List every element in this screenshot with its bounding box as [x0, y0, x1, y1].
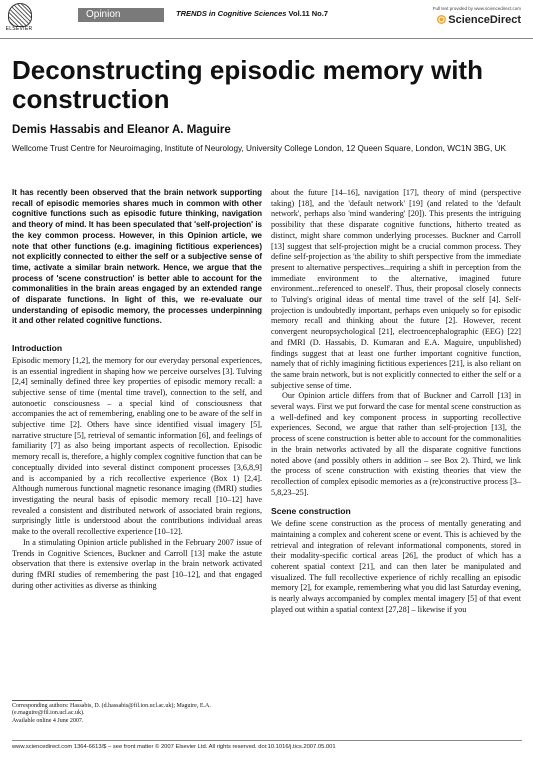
intro-paragraph-1: Episodic memory [1,2], the memory for our everyday personal experiences, is an essential ingredient in shaping how we perceive ourselves [3]. Tulving [2,4] seminally defined three key properties of episodic memory recall: a subjective sense of time (mental time travel), connection to the self, and autonoetic consciousness – a special kind of consciousness that accompanies the act of remembering, enabling one to be aware of the self in subjective time [2]. Others have since identified visual imagery [5], narrative structure [5], retrieval of semantic information [6], and feelings of familiarity [7] as also being important aspects of recollection. Episodic memory recall is, therefore, a highly complex cognitive function that can be conceptually divided into several distinct component processes [3,6,8,9] and is accompanied by a rich recollective experience (Box 1) [2,4]. Although numerous functional magnetic resonance imaging (fMRI) studies investigating the neural basis of episodic memory recall [10–12] have revealed a consistent and distributed network of associated brain regions, surprisingly little is understood about the contributions individual areas make to the overall recollective experience [10–12].	[12, 355, 262, 537]
journal-info	[176, 9, 328, 18]
scene-construction-heading: Scene construction	[271, 506, 351, 517]
sciencedirect-brand[interactable]	[437, 14, 521, 26]
journal-name: TRENDS in Cognitive Sciences	[176, 9, 287, 18]
footnote-rule	[12, 700, 82, 701]
journal-header	[0, 0, 533, 38]
corresponding-authors: Corresponding authors: Hassabis, D. (d.hassabis@fil.ion.ucl.ac.uk); Maguire, E.A. (e.maguire@fil.ion.ucl.ac.uk).	[12, 703, 211, 717]
elsevier-logo	[2, 3, 36, 35]
article-authors: Demis Hassabis and Eleanor A. Maguire	[12, 124, 231, 136]
article-title: Deconstructing episodic memory with construction	[12, 55, 483, 114]
right-paragraph-2: Our Opinion article differs from that of Buckner and Carroll [13] in several ways. First we put forward the case for mental scene construction as a well-defined and key component process in supporting recollective experiences. Second, we argue that rather than self-projection [13], the process of scene construction is better able to account for the commonalities in the brain networks activated by all the disparate cognitive functions noted above (and possibly others in addition – see Box 2). Third, we link the process of scene construction with existing theories that view the recollection of complex episodic memories as a (re)constructive process [3–5,8,23–25].	[271, 391, 521, 497]
left-column	[12, 188, 262, 591]
elsevier-tree-icon	[8, 3, 32, 27]
footnote	[12, 703, 262, 725]
sciencedirect-icon	[437, 15, 446, 24]
introduction-heading: Introduction	[12, 343, 63, 354]
right-column	[271, 188, 521, 615]
header-rule	[0, 38, 533, 39]
right-paragraph-1: about the future [14–16], navigation [17], theory of mind (perspective taking) [18], and the 'default network' [19] (and related to the 'default network', perhaps also 'mind wandering' [20]). This presents the intriguing possibility that these disparate cognitive functions, hitherto treated as distinct, might share common underlying processes. Buckner and Carroll [13] suggest that self-projection might be a crucial common process. They define self-projection as 'the ability to shift perspective from the immediate present to alternative perspectives...requiring a shift in perception from the immediate environment to the alternative, imagined future environment...referenced to oneself'. Thus, their proposal closely connects to Tulving's original ideas of mental time travel of the self [4]. Self-projection is undoubtedly important, perhaps even uniquely so for episodic memory recall and thinking about the future [2]. However, recent convergent neuropsychological [21], electroencephalographic (EEG) [22] and fMRI (D. Hassabis, D. Kumaran and E.A. Maguire, unpublished) findings suggest that at least one further important cognitive function, namely that of richly imagining fictitious experiences [21], is also reliant on the same brain network, but is not explicitly connected to either the self or a subjective sense of time.	[271, 188, 521, 390]
author-affiliation: Wellcome Trust Centre for Neuroimaging, Institute of Neurology, University College London, 12 Queen Square, London, WC1N 3BG, UK	[12, 144, 506, 153]
abstract: It has recently been observed that the brain network supporting recall of episodic memories shares much in common with other cognitive functions such as episodic future thinking, navigation and theory of mind. It has been speculated that 'self-projection' is the key common process. However, in this Opinion article, we note that other functions (e.g. imagining fictitious experiences) not explicitly connected to either the self or a subjective sense of time, activate a similar brain network. Hence, we argue that the process of 'scene construction' is better able to account for the commonalities in the brain areas engaged by an extended range of disparate functions. In light of this, we re-evaluate our understanding of episodic memory, the processes underpinning it and other related cognitive functions.	[12, 188, 262, 326]
available-online: Available online 4 June 2007.	[12, 717, 84, 724]
page-footer: www.sciencedirect.com 1364-6613/$ – see front matter © 2007 Elsevier Ltd. All rights reserved. doi:10.1016/j.tics.2007.05.001	[12, 740, 522, 750]
scene-paragraph-1: We define scene construction as the process of mentally generating and maintaining a complex and coherent scene or event. This is achieved by the retrieval and integration of relevant informational components, stored in their modality-specific cortical areas [26], the product of which has a coherent spatial context [21], and can then later be manipulated and visualized. The full recollective experience of richly recalling an episodic memory [2], for example, remembering what you did last Saturday evening, is nearly always accompanied by complex mental imagery [5] of that event played out within a spatial context [27,28] – likewise if you	[271, 519, 521, 614]
journal-volume: Vol.11 No.7	[288, 9, 329, 18]
intro-paragraph-2: In a stimulating Opinion article published in the February 2007 issue of Trends in Cognitive Sciences, Buckner and Carroll [13] make the astute observation that there is extensive overlap in the brain network activated during fMRI studies of remembering the past [10–12], and that engaged during other activities as diverse as thinking	[12, 537, 262, 590]
elsevier-logo-text: ELSEVIER	[5, 26, 33, 32]
provider-note[interactable]: Full text provided by www.sciencedirect.com	[432, 6, 521, 11]
section-tag: Opinion	[78, 8, 164, 22]
sciencedirect-label: ScienceDirect	[448, 14, 521, 26]
